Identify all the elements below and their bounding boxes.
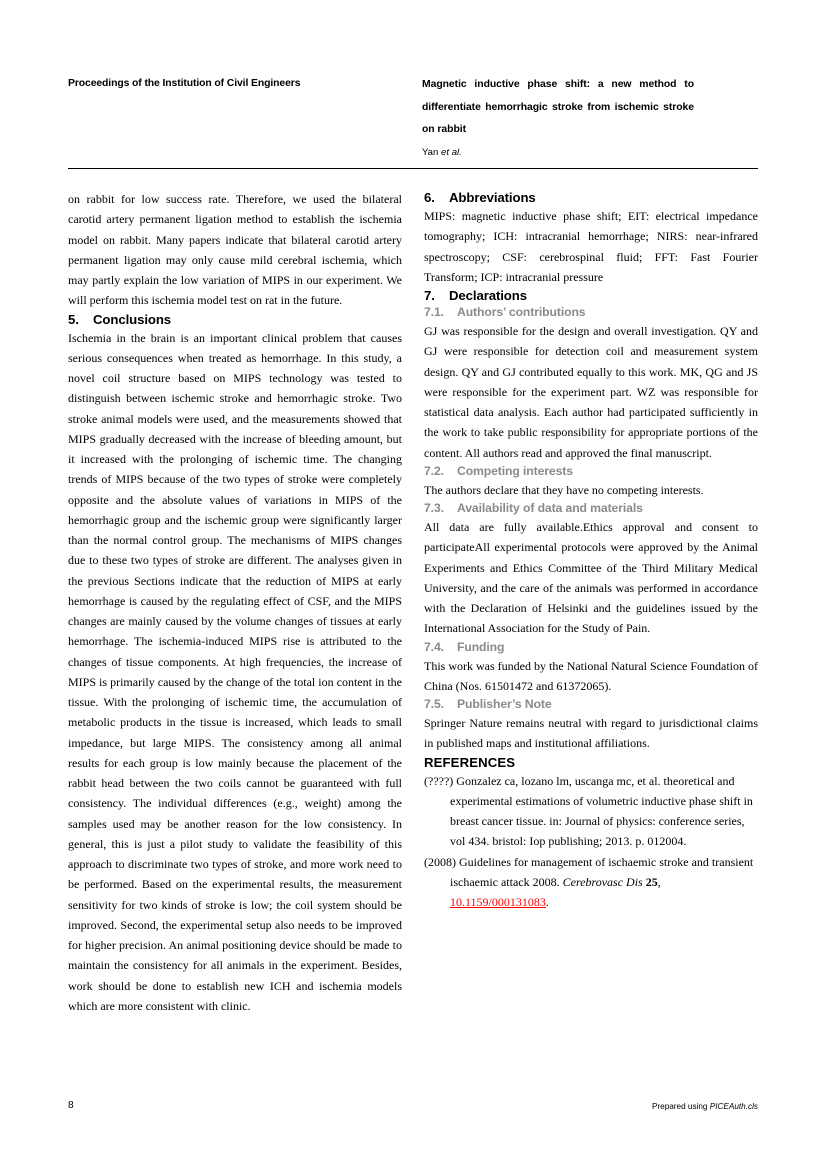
reference-item <box>424 771 758 852</box>
references-heading: REFERENCES <box>424 754 516 770</box>
continued-paragraph: on rabbit for low success rate. Therefore, we used the bilateral carotid artery permanent ligation method to establish the ischemia model on rabbit. Many papers indicate that bilateral carotid artery permanent ligation may only cause mild cerebral ischemia, which may partly explain the low variation of MIPS in our experiment. We will perform this ischemia model test on rat in the future. <box>68 192 402 308</box>
subsection-heading-publishers-note <box>424 696 758 713</box>
subsection-number: 7.2. <box>424 463 444 478</box>
conclusions-paragraph: Ischemia in the brain is an important clinical problem that causes serious consequences when treated as hemorrhage. In this study, a novel coil structure based on MIPS technology was tested to distinguish between ischemic stroke and hemorrhagic stroke. Two stroke animal models were used, and the measurements showed that MIPS gradually decreased with the increase of bleeding amount, but it increased with the prolonging of ischemic time. The changing trends of MIPS because of the two types of stroke were completely opposite and the absolute values of variations in MIPS of the hemorrhagic group and the ischemic group were significantly larger than the normal control group. The mechanisms of MIPS changes due to these two types of stroke are different. The analyses given in the previous Sections indicate that the reduction of MIPS at early hemorrhage is caused by the regulating effect of CSF, and the MIPS changes are mainly caused by the volume changes of tissues at early hemorrhage. The ischemia-induced MIPS rise is attributed to the changes of tissue components. At high frequencies, the increase of MIPS is primarily caused by the change of the total ion content in the tissue. With the prolonging of ischemic time, the accumulation of metabolic products in the tissue is increased, which leads to small impedance, but large MIPS. The consistency among all animal results for each group is low mainly because the placement of the rabbit head between the two coils cannot be guaranteed with full consistency. The individual differences (e.g., weight) among the samples used may be another reason for the low consistency. In general, this is just a pilot study to validate the feasibility of this approach to discriminate two types of stroke, and more work need to be performed. Based on the experimental results, the measurement sensitivity for two kinds of stroke is low; the coil system should be improved. Second, the experimental setup also needs to be improved for higher precision. An animal positioning device should be made to maintain the consistency for all animals in the experiment. Besides, work should be done to establish new ICH and ischemia models which are more consistent with clinic. <box>68 330 402 1013</box>
document-class-name: PICEAuth.cls <box>709 1102 758 1111</box>
subsection-paragraph-publishers-note: Springer Nature remains neutral with regard to jurisdictional claims in published maps and institutional affiliations. <box>424 716 758 751</box>
subsection-number: 7.5. <box>424 697 444 711</box>
left-column <box>68 189 402 1016</box>
subsection-paragraph-competing-interests: The authors declare that they have no competing interests. <box>424 482 704 497</box>
reference-text: Gonzalez ca, lozano lm, uscanga mc, et al. theoretical and experimental estimations of volumetric inductive phase shift in breast cancer tissue. in: Journal of physics: conference series, vol 434. bristol: Iop publishing; 2013. p. 012004. <box>450 773 753 849</box>
subsection-paragraph-authors-contributions: GJ was responsible for the design and overall investigation. QY and GJ were responsible for detection coil and measurement system design. QY and GJ contributed equally to this work. MK, QG and JS were responsible for the experiment part. WZ was responsible for statistical data analysis. Each author had participated sufficiently in the work to take public responsibility for appropriate portions of the content. All authors read and approved the final manuscript. <box>424 324 758 460</box>
page-footer <box>68 1100 758 1116</box>
article-authors <box>422 143 694 163</box>
section-heading-declarations <box>424 287 758 304</box>
subsection-heading-funding <box>424 639 758 656</box>
abbreviations-paragraph: MIPS: magnetic inductive phase shift; EIT: electrical impedance tomography; ICH: intracranial hemorrhage; NIRS: near-infrared spectroscopy; CSF: cerebrospinal fluid; FFT: Fast Fourier Transform; ICP: intracranial pressure <box>424 209 758 284</box>
subsection-title: Competing interests <box>457 463 573 478</box>
prepared-using-note <box>652 1102 758 1111</box>
doi-link[interactable]: 10.1159/000131083 <box>450 895 546 909</box>
section-title: Conclusions <box>93 311 172 327</box>
page-number: 8 <box>68 1100 74 1111</box>
running-head <box>68 74 758 166</box>
subsection-title: Availability of data and materials <box>457 501 643 515</box>
subsection-number: 7.4. <box>424 639 444 654</box>
subsection-heading-competing-interests <box>424 463 758 480</box>
subsection-title: Authors’ contributions <box>457 305 586 319</box>
subsection-paragraph-funding: This work was funded by the National Natural Science Foundation of China (Nos. 61501472 and 61372065). <box>424 658 758 693</box>
article-title: Magnetic inductive phase shift: a new method to differentiate hemorrhagic stroke from ischemic stroke on rabbit <box>422 79 694 135</box>
reference-year: (????) <box>424 773 454 788</box>
prepared-prefix: Prepared using <box>651 1102 710 1111</box>
reference-text: Guidelines for management of ischaemic stroke and transient ischaemic attack 2008. <box>450 854 754 889</box>
running-head-article <box>422 74 694 163</box>
section-title: Declarations <box>449 288 527 303</box>
section-heading-abbreviations <box>424 189 758 206</box>
section-title: Abbreviations <box>449 190 536 205</box>
header-rule <box>68 168 758 169</box>
reference-year: (2008) <box>424 854 456 869</box>
reference-period: . <box>545 895 549 909</box>
subsection-heading-availability-of-data <box>424 500 758 517</box>
subsection-number: 7.3. <box>424 501 444 515</box>
authors-etal: et al. <box>441 146 462 158</box>
reference-volume: 25 <box>645 874 658 889</box>
subsection-heading-authors-contributions <box>424 304 758 321</box>
reference-journal: Cerebrovasc Dis <box>562 874 643 889</box>
authors-surname: Yan <box>422 146 442 158</box>
reference-comma: , <box>657 874 661 889</box>
subsection-paragraph-availability-of-data: All data are fully available.Ethics approval and consent to participateAll experimental protocols were approved by the Animal Experiments and Ethics Committee of the Third Military Medical University, and the care of the animals was performed in accordance with the Declaration of Helsinki and the guidelines issued by the International Association for the Study of Pain. <box>424 520 758 636</box>
reference-item <box>424 852 758 913</box>
right-column <box>424 189 758 912</box>
subsection-title: Funding <box>457 639 505 654</box>
section-number: 6. <box>424 190 435 205</box>
subsection-title: Publisher’s Note <box>457 697 552 711</box>
section-heading-conclusions <box>68 311 402 328</box>
section-number: 7. <box>424 288 435 303</box>
journal-name: Proceedings of the Institution of Civil Engineers <box>68 78 301 89</box>
section-number: 5. <box>68 311 79 327</box>
subsection-number: 7.1. <box>424 305 444 319</box>
